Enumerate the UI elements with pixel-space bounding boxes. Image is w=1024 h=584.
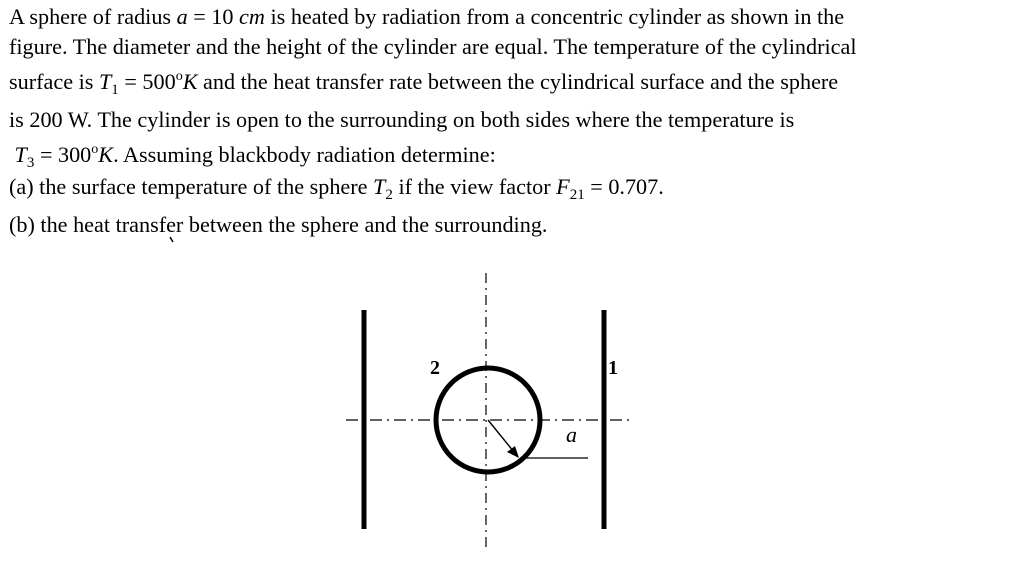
subscript: 1 bbox=[111, 82, 119, 98]
text: = 0.707. bbox=[584, 174, 664, 199]
text: is heated by radiation from a concentric cylinder as shown in the bbox=[264, 4, 845, 29]
problem-line-2: figure. The diameter and the height of the cylinder are equal. The temperature of the cylindrical bbox=[9, 34, 857, 59]
stray-mark bbox=[170, 237, 173, 242]
degree: o bbox=[175, 69, 183, 84]
temperature-symbol: T bbox=[98, 69, 112, 94]
subscript: 2 bbox=[385, 187, 393, 203]
radius-label: a bbox=[566, 422, 577, 447]
radius-symbol: a bbox=[176, 4, 188, 29]
text: (a) the surface temperature of the sphere bbox=[9, 174, 374, 199]
subscript: 21 bbox=[569, 187, 585, 203]
part-b: (b) the heat transfer between the sphere and the surrounding. bbox=[9, 212, 548, 237]
text: A sphere of radius bbox=[9, 4, 177, 29]
problem-line-4: is 200 W. The cylinder is open to the surrounding on both sides where the temperature is bbox=[9, 107, 795, 132]
text: . Assuming blackbody radiation determine: bbox=[113, 142, 496, 167]
degree: o bbox=[91, 142, 99, 157]
text: = 10 bbox=[187, 4, 240, 29]
text: and the heat transfer rate between the cylindrical surface and the sphere bbox=[197, 69, 839, 94]
unit: cm bbox=[239, 4, 265, 29]
subscript: 3 bbox=[26, 155, 35, 171]
radius-arrowhead bbox=[507, 446, 519, 458]
unit: K bbox=[98, 142, 114, 167]
radius-arrow-line bbox=[488, 420, 514, 452]
cylinder-label: 1 bbox=[608, 357, 618, 379]
view-factor-symbol: F bbox=[556, 174, 570, 199]
text: = 300 bbox=[34, 142, 92, 167]
temperature-symbol: T bbox=[373, 174, 386, 199]
text: surface is bbox=[9, 69, 99, 94]
sphere-label: 2 bbox=[430, 357, 440, 379]
temperature-symbol: T bbox=[14, 142, 27, 167]
text: if the view factor bbox=[392, 174, 557, 199]
text: = 500 bbox=[118, 69, 176, 94]
unit: K bbox=[182, 69, 198, 94]
